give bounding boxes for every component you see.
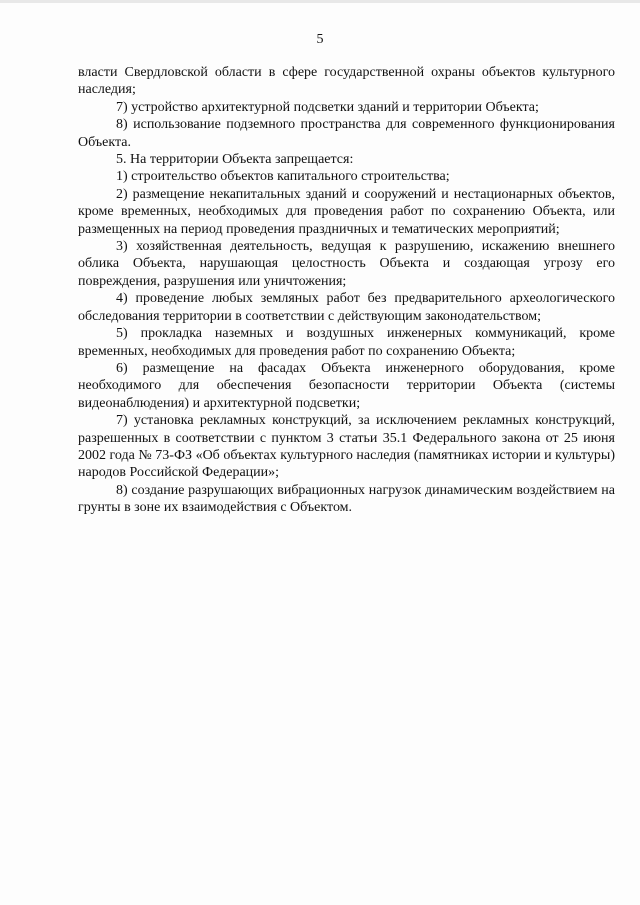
scan-edge <box>0 0 640 3</box>
prohibition-item-1: 1) строительство объектов капитального строительства; <box>116 169 450 185</box>
paragraph-continuation: власти Свердловской области в сфере государственной охраны объектов культурного наследия; <box>78 65 615 98</box>
prohibition-item-2: 2) размещение некапитальных зданий и сооружений и нестационарных объектов, кроме временных, необходимых для проведения работ по сохранению Объекта, или размещенных на период проведения праздничных и тематических мероприятий; <box>78 186 615 237</box>
list-item-7: 7) устройство архитектурной подсветки зданий и территории Объекта; <box>116 99 539 115</box>
prohibition-item-8: 8) создание разрушающих вибрационных нагрузок динамическим воздействием на грунты в зоне их взаимодействия с Объектом. <box>78 482 615 516</box>
section-5-heading: 5. На территории Объекта запрещается: <box>116 152 354 168</box>
list-item-8: 8) использование подземного пространства для современного функционирования Объекта. <box>78 117 615 150</box>
page-number: 5 <box>316 32 324 47</box>
prohibition-item-5: 5) прокладка наземных и воздушных инженерных коммуникаций, кроме временных, необходимых для проведения работ по сохранению Объекта; <box>78 326 615 359</box>
prohibition-item-7: 7) установка рекламных конструкций, за исключением рекламных конструкций, разрешенных в соответствии с пунктом 3 статьи 35.1 Федерального закона от 25 июня 2002 года № 73-ФЗ «Об объектах культурного наследия (памятниках истории и культуры) народов Российской Федерации»; <box>78 413 615 481</box>
prohibition-item-6: 6) размещение на фасадах Объекта инженерного оборудования, кроме необходимого для обеспечения безопасности территории Объекта (системы видеонаблюдения) и архитектурной подсветки; <box>78 360 615 411</box>
prohibition-item-3: 3) хозяйственная деятельность, ведущая к разрушению, искажению внешнего облика Объекта, нарушающая целостность Объекта и создающая угрозу его повреждения, разрушения или уничтожения; <box>78 239 615 289</box>
document-body <box>78 64 615 517</box>
prohibition-item-4: 4) проведение любых земляных работ без предварительного археологического обследования территории в соответствии с действующим законодательством; <box>78 291 615 324</box>
